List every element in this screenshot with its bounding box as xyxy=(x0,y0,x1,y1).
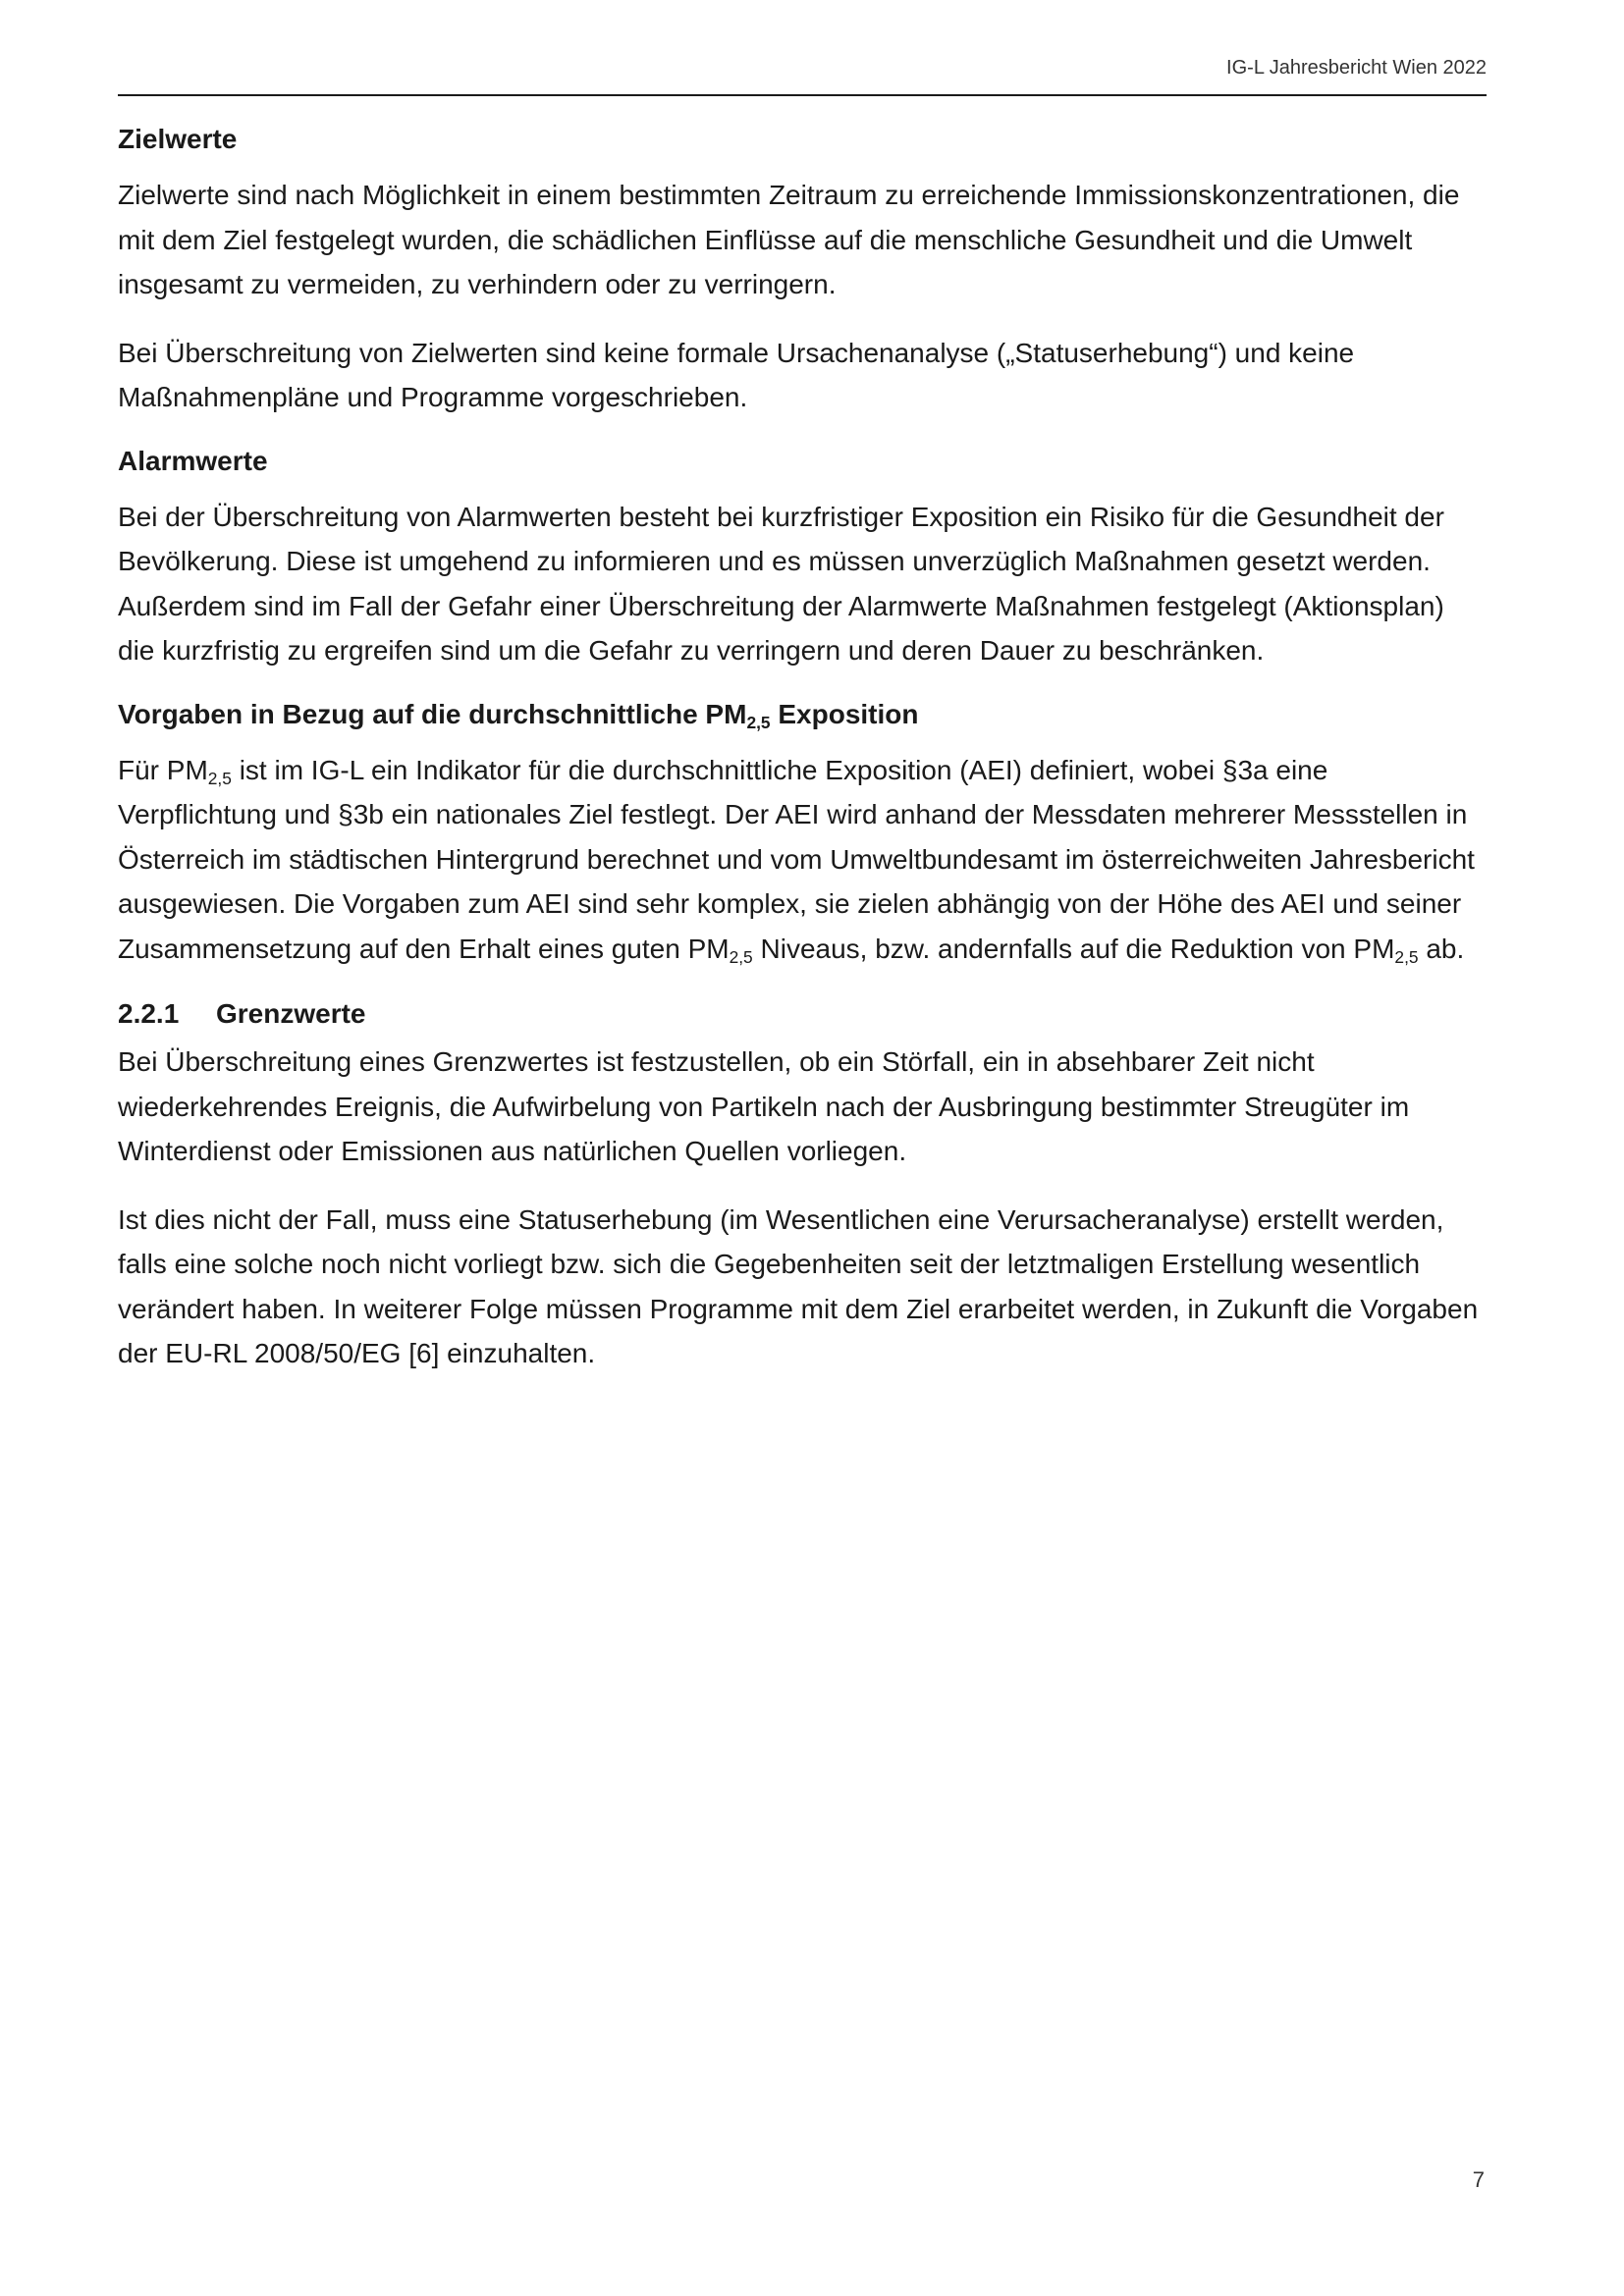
pm25-text-1: Für PM xyxy=(118,754,208,785)
heading-pm25-subscript: 2,5 xyxy=(746,712,771,732)
pm25-text-2: ist im IG-L ein Indikator für die durchschnittliche Exposition (AEI) definiert, wobei §3a eine Verpflichtung und §3b ein nationales Ziel festlegt. Der AEI wird anhand der Messdaten mehrerer Messstellen in Österreich im städtischen Hintergrund berechnet und vom Umweltbundesamt im österreichweiten Jahresbericht ausgewiesen. Die Vorgaben zum AEI sind sehr komplex, sie zielen abhängig von der Höhe des AEI und seiner Zusammensetzung auf den Erhalt eines guten PM xyxy=(118,754,1475,964)
paragraph-zielwerte-1: Zielwerte sind nach Möglichkeit in einem bestimmten Zeitraum zu erreichende Immissionskonzentrationen, die mit dem Ziel festgelegt wurden, die schädlichen Einflüsse auf die menschliche Gesundheit und die Umwelt insgesamt zu vermeiden, zu verhindern oder zu verringern. xyxy=(118,180,1460,299)
section-number: 2.2.1 xyxy=(118,998,180,1029)
pm25-subscript-3: 2,5 xyxy=(1394,946,1419,967)
pm25-text-3: Niveaus, bzw. andernfalls auf die Reduktion von PM xyxy=(752,933,1395,964)
heading-pm25-exposition xyxy=(118,697,1487,732)
running-header: IG-L Jahresbericht Wien 2022 xyxy=(1226,57,1487,79)
header-rule xyxy=(118,94,1487,96)
paragraph-alarmwerte-1: Bei der Überschreitung von Alarmwerten besteht bei kurzfristiger Exposition ein Risiko für die Gesundheit der Bevölkerung. Diese ist umgehend zu informieren und es müssen unverzüglich Maßnahmen gesetzt werden. Außerdem sind im Fall der Gefahr einer Überschreitung der Alarmwerte Maßnahmen festgelegt (Aktionsplan) die kurzfristig zu ergreifen sind um die Gefahr zu verringern und deren Dauer zu beschränken. xyxy=(118,501,1444,666)
pm25-text-4: ab. xyxy=(1418,933,1465,964)
heading-alarmwerte: Alarmwerte xyxy=(118,445,268,476)
page-content xyxy=(118,122,1487,1400)
pm25-subscript-1: 2,5 xyxy=(207,768,232,788)
paragraph-pm25 xyxy=(118,748,1487,972)
pm25-subscript-2: 2,5 xyxy=(729,946,753,967)
paragraph-grenzwerte-2: Ist dies nicht der Fall, muss eine Statuserhebung (im Wesentlichen eine Verursacheranalyse) erstellt werden, falls eine solche noch nicht vorliegt bzw. sich die Gegebenheiten seit der letztmaligen Erstellung wesentlich verändert haben. In weiterer Folge müssen Programme mit dem Ziel erarbeitet werden, in Zukunft die Vorgaben der EU-RL 2008/50/EG [6] einzuhalten. xyxy=(118,1203,1479,1368)
paragraph-grenzwerte-1: Bei Überschreitung eines Grenzwertes ist festzustellen, ob ein Störfall, ein in absehbarer Zeit nicht wiederkehrendes Ereignis, die Aufwirbelung von Partikeln nach der Ausbringung bestimmter Streugüter im Winterdienst oder Emissionen aus natürlichen Quellen vorliegen. xyxy=(118,1046,1410,1166)
paragraph-zielwerte-2: Bei Überschreitung von Zielwerten sind keine formale Ursachenanalyse („Statuserhebung“) und keine Maßnahmenpläne und Programme vorgeschrieben. xyxy=(118,337,1355,412)
heading-pm25-text-post: Exposition xyxy=(770,698,919,729)
section-title: Grenzwerte xyxy=(216,998,366,1029)
page-number: 7 xyxy=(1472,2167,1485,2192)
heading-zielwerte: Zielwerte xyxy=(118,124,238,154)
heading-pm25-text-pre: Vorgaben in Bezug auf die durchschnittliche PM xyxy=(118,698,747,729)
section-heading-grenzwerte xyxy=(118,994,1487,1034)
